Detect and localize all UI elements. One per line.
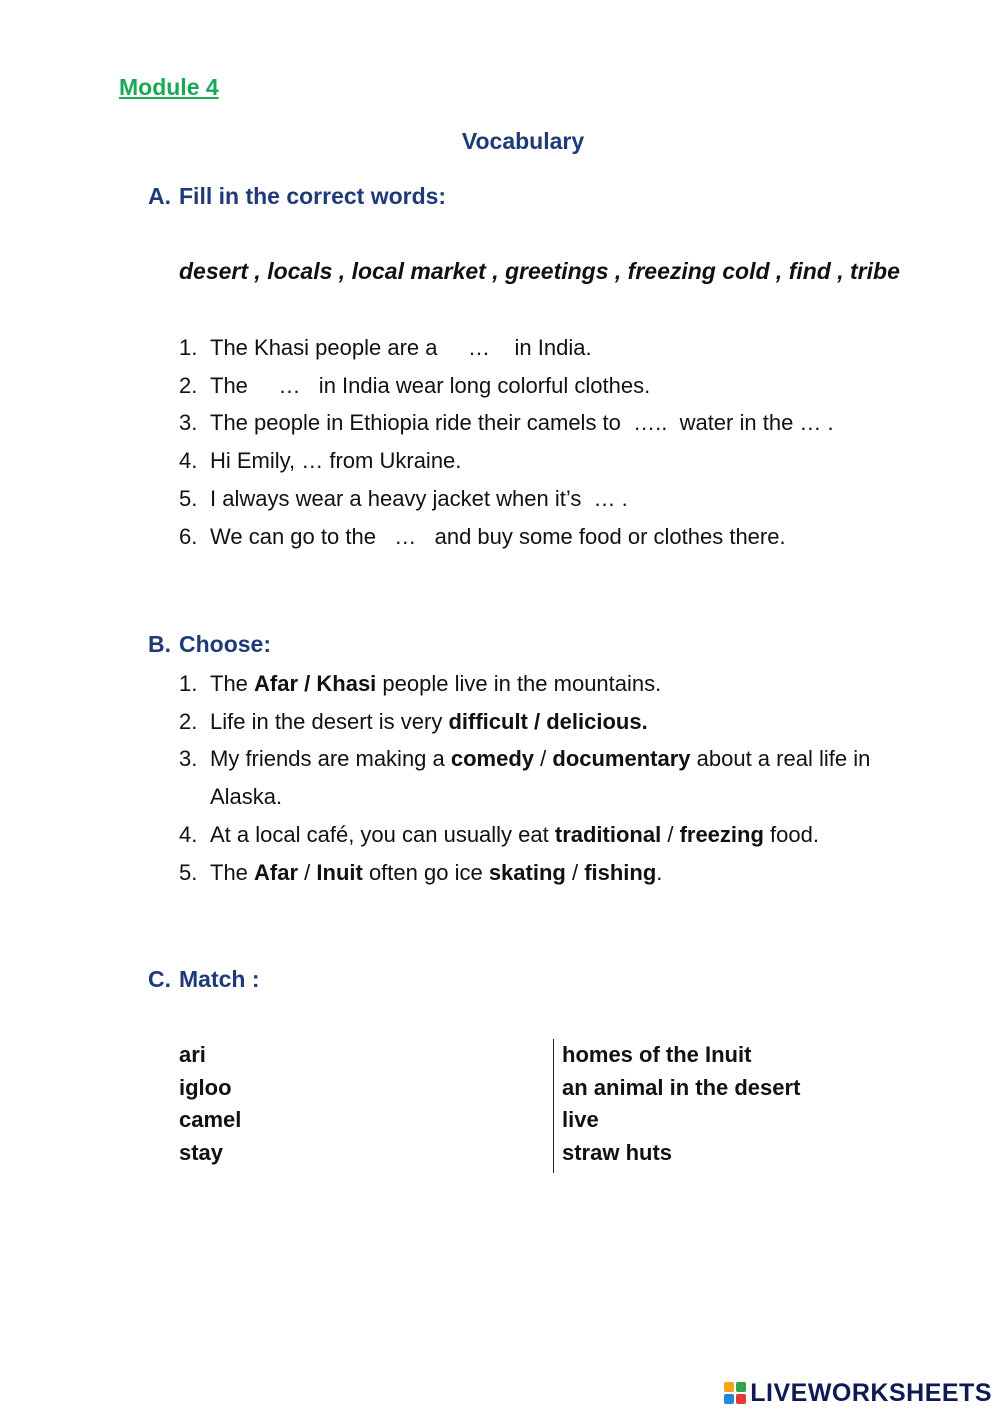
item-text <box>210 665 939 703</box>
choice-option: Afar / Khasi <box>254 671 377 696</box>
choice-option: Afar <box>254 859 299 885</box>
list-item <box>179 404 939 442</box>
match-right-item: straw huts <box>562 1139 673 1165</box>
text-fragment: The <box>210 859 255 885</box>
item-number: 2. <box>179 372 198 398</box>
module-label: Module 4 <box>119 74 219 100</box>
text-fragment: / <box>298 859 317 885</box>
item-number: 1. <box>179 335 198 360</box>
section-a-heading <box>148 183 446 210</box>
match-right-column <box>562 1039 800 1169</box>
choice-option: traditional <box>554 821 662 847</box>
choice-option: comedy <box>450 746 535 772</box>
list-item <box>179 329 939 367</box>
item-text: The Khasi people are a … in India. <box>210 335 592 360</box>
text-fragment: At a local café, you can usually eat <box>210 821 555 847</box>
text-fragment: / <box>565 859 585 885</box>
item-number: 2. <box>179 708 198 734</box>
logo-mark-icon <box>724 1382 746 1404</box>
item-text: I always wear a heavy jacket when it’s … . <box>210 485 628 511</box>
text-fragment: . <box>656 859 663 885</box>
section-a-letter: A. <box>148 183 171 209</box>
choice-option: Inuit <box>316 859 363 885</box>
item-number: 5. <box>179 485 198 511</box>
choice-option: freezing <box>679 821 764 847</box>
item-text: Hi Emily, … from Ukraine. <box>210 448 462 474</box>
text-fragment: Life in the desert is very <box>210 708 449 734</box>
item-number: 3. <box>179 410 198 436</box>
item-text <box>210 703 939 741</box>
item-text: We can go to the … and buy some food or clothes there. <box>210 523 786 549</box>
match-left-item: igloo <box>179 1074 232 1100</box>
section-b-list <box>179 665 939 891</box>
list-item <box>179 740 939 815</box>
choice-option: fishing <box>584 859 657 885</box>
section-c-title: Match : <box>179 966 260 992</box>
list-item <box>179 442 939 480</box>
text-fragment: The <box>210 671 255 696</box>
item-number: 6. <box>179 523 198 549</box>
choice-option: documentary <box>552 746 691 772</box>
text-fragment: people live in the mountains. <box>376 671 662 696</box>
list-item <box>179 518 939 556</box>
choice-option: skating <box>488 859 566 885</box>
list-item <box>179 480 939 518</box>
item-number: 4. <box>179 821 198 847</box>
list-item <box>179 665 939 703</box>
text-fragment: My friends are making a <box>210 746 451 772</box>
section-b-title: Choose: <box>179 631 271 657</box>
item-number: 1. <box>179 671 198 696</box>
section-c-letter: C. <box>148 966 171 992</box>
section-b-heading <box>148 631 271 658</box>
section-a-list <box>179 329 939 555</box>
match-right-item: live <box>562 1107 599 1132</box>
match-left-item: ari <box>179 1042 206 1067</box>
text-fragment: / <box>534 746 553 772</box>
match-divider <box>553 1039 554 1173</box>
text-fragment: / <box>661 821 680 847</box>
text-fragment: about a real life in Alaska. <box>210 746 876 810</box>
list-item <box>179 854 939 892</box>
item-text <box>210 816 939 854</box>
item-text <box>210 740 939 815</box>
item-number: 4. <box>179 448 198 474</box>
section-b-letter: B. <box>148 631 171 657</box>
section-c-heading <box>148 966 260 993</box>
item-text <box>210 854 939 892</box>
section-a-title: Fill in the correct words: <box>179 183 447 209</box>
match-right-item: homes of the Inuit <box>562 1042 752 1067</box>
item-number: 5. <box>179 859 198 885</box>
match-left-item: stay <box>179 1139 224 1165</box>
list-item <box>179 816 939 854</box>
item-number: 3. <box>179 746 198 772</box>
item-text: The people in Ethiopia ride their camels to ….. water in the … . <box>210 410 834 436</box>
list-item <box>179 367 939 405</box>
match-left-item: camel <box>179 1107 242 1132</box>
match-right-item: an animal in the desert <box>562 1074 801 1100</box>
liveworksheets-logo <box>724 1378 992 1408</box>
page-title: Vocabulary <box>461 128 585 154</box>
text-fragment: often go ice <box>362 859 489 885</box>
item-text: The … in India wear long colorful clothes. <box>210 372 651 398</box>
match-left-column <box>179 1039 241 1169</box>
logo-text: LIVEWORKSHEETS <box>750 1378 992 1407</box>
text-fragment: food. <box>763 821 819 847</box>
word-bank: desert , locals , local market , greetings , freezing cold , find , tribe <box>179 258 900 284</box>
list-item <box>179 703 939 741</box>
choice-option: difficult / delicious. <box>448 708 648 734</box>
